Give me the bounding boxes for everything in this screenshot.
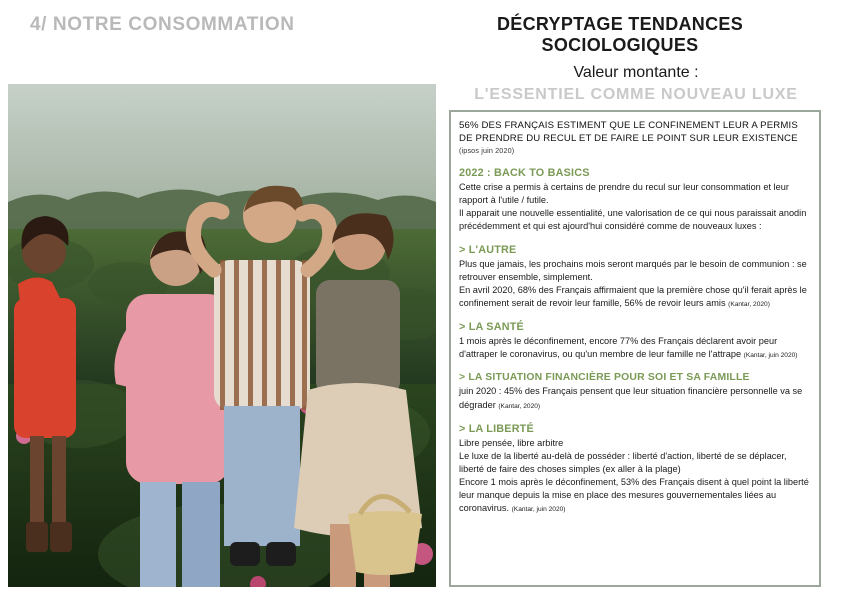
content-block <box>459 321 811 361</box>
content-block-body <box>459 335 811 361</box>
paragraph: Libre pensée, libre arbitre <box>459 437 564 448</box>
paragraph-source: (Kantar, juin 2020) <box>743 352 798 360</box>
page-title: DÉCRYPTAGE TENDANCES SOCIOLOGIQUES <box>496 14 744 55</box>
paragraph: Cette crise a permis à certains de prendre du recul sur leur consommation et leur rapport à l'utile / futile. <box>459 181 789 205</box>
content-block <box>459 167 811 233</box>
content-block-heading: 2022 : BACK TO BASICS <box>459 166 590 179</box>
paragraph <box>459 476 811 515</box>
headline-statistic-source: (ipsos juin 2020) <box>459 146 515 156</box>
paragraph-source: (Kantar, juin 2020) <box>511 505 566 513</box>
content-block-body <box>459 258 811 310</box>
paragraph: Le luxe de la liberté au-delà de posséder : liberté d'action, liberté de se déplacer, liberté de faire des choses simples (ex aller à la plage) <box>459 450 787 474</box>
content-block <box>459 423 811 515</box>
photo-illustration <box>8 84 436 587</box>
paragraph-source: (Kantar, 2020) <box>728 301 770 309</box>
headline-statistic-text: 56% DES FRANÇAIS ESTIMENT QUE LE CONFINEMENT LEUR A PERMIS DE PRENDRE DU RECUL ET DE FAIRE LE POINT SUR LEUR EXISTENCE <box>459 120 798 144</box>
paragraph <box>459 284 811 310</box>
paragraph <box>459 385 811 411</box>
paragraph <box>459 335 811 361</box>
paragraph: Il apparait une nouvelle essentialité, une valorisation de ce qui nous paraissait anodin précédemment et qui est ajourd'hui considéré comme de nouveaux luxes : <box>459 207 807 231</box>
content-block-body <box>459 385 811 411</box>
photo-people-in-field <box>8 84 436 587</box>
content-block-heading: > L'AUTRE <box>459 244 517 257</box>
content-block-heading: > LA LIBERTÉ <box>459 422 534 435</box>
content-panel <box>449 110 821 587</box>
subtitle-kicker: Valeur montante : <box>573 64 699 81</box>
content-block-heading: > LA SITUATION FINANCIÈRE POUR SOI ET SA FAMILLE <box>459 372 750 384</box>
paragraph-text: Encore 1 mois après le déconfinement, 53% des Français disent à quel point la liberté leur manque depuis la mise en place des mesures gouvernementales liées au coronavirus. <box>459 476 809 513</box>
paragraph-source: (Kantar, 2020) <box>498 402 541 410</box>
content-block <box>459 372 811 411</box>
paragraph-text: juin 2020 : 45% des Français pensent que leur situation financière personnelle va se dégrader <box>459 386 803 410</box>
content-block-heading: > LA SANTÉ <box>459 321 524 334</box>
content-block-body <box>459 181 811 233</box>
headline-statistic <box>459 120 811 156</box>
subtitle-main: L'ESSENTIEL COMME NOUVEAU LUXE <box>474 86 798 103</box>
page-section-label: 4/ NOTRE CONSOMMATION <box>30 14 295 35</box>
paragraph-text: 1 mois après le déconfinement, encore 77% des Français déclarent avoir peur d'attraper le coronavirus, ou qu'un membre de leur famille ne l'attrape <box>459 336 778 360</box>
paragraph: Plus que jamais, les prochains mois seront marqués par le besoin de communion : se retrouver ensemble, simplement. <box>459 259 807 283</box>
content-block <box>459 244 811 310</box>
paragraph-text: En avril 2020, 68% des Français affirmaient que la première chose qu'il ferait après le confinement serait de revoir leur famille, 56% de revoir leurs amis <box>459 285 807 309</box>
content-block-body <box>459 437 811 515</box>
